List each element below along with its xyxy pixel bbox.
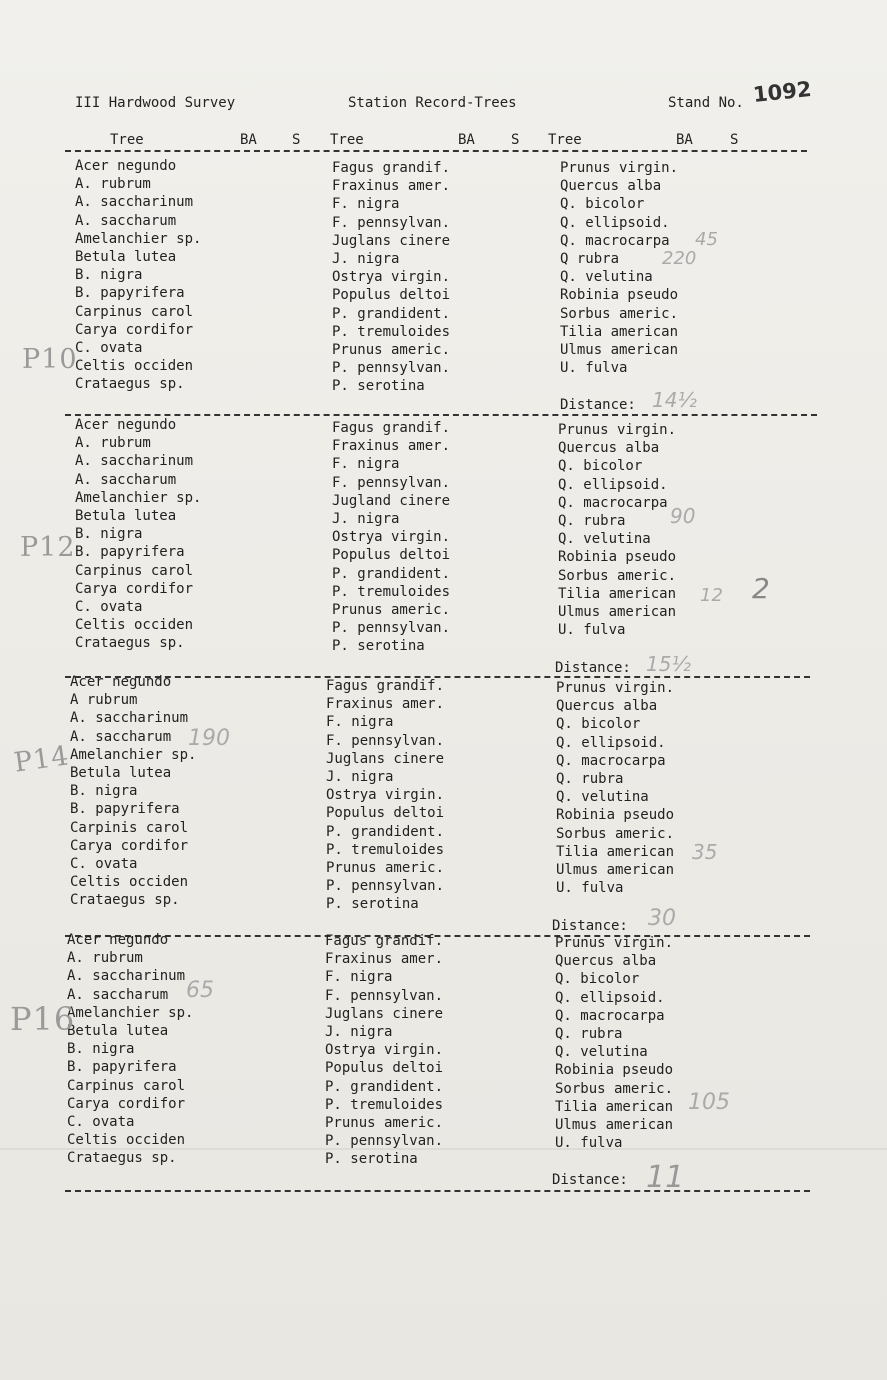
tree-entry: Q. velutina	[555, 1044, 648, 1061]
tree-entry: Ostrya virgin.	[325, 1042, 444, 1059]
tree-entry: B. papyrifera	[67, 1059, 177, 1076]
tree-entry: A rubrum	[70, 692, 138, 709]
tree-entry: Q. macrocarpa	[558, 494, 668, 511]
tree-entry: Q. bicolor	[558, 458, 643, 475]
distance-value: 14½	[652, 388, 697, 412]
tree-entry: Betula lutea	[70, 764, 172, 781]
tree-entry: Fraxinus amer.	[325, 951, 444, 968]
tree-entry: P. grandident.	[332, 565, 451, 582]
tree-entry: P. grandident.	[326, 823, 445, 840]
tree-entry: Tilia american	[558, 585, 677, 602]
tree-entry: P. pennsylvan.	[332, 360, 451, 377]
tree-entry: Tilia american	[560, 323, 679, 340]
distance-label: Distance:	[552, 918, 628, 934]
tree-entry: Q. macrocarpa	[555, 1007, 665, 1024]
tree-entry: F. nigra	[326, 714, 394, 731]
tree-entry: Ostrya virgin.	[332, 529, 451, 546]
tree-entry: J. nigra	[326, 768, 394, 785]
block-3-middle-column	[326, 677, 444, 913]
tree-entry: C. ovata	[70, 855, 138, 872]
tree-entry: A. rubrum	[67, 950, 143, 967]
tree-entry: Acer negundo	[75, 417, 177, 433]
tree-entry: Prunus americ.	[332, 601, 451, 618]
tree-entry: A. saccharum	[75, 212, 177, 229]
tree-entry: Quercus alba	[558, 440, 660, 457]
col-header-tree-3: Tree	[548, 132, 582, 148]
tree-entry: Populus deltoi	[332, 547, 451, 564]
handwritten-note: 12	[700, 585, 723, 606]
handwritten-note: 35	[692, 840, 718, 864]
tree-entry: P. serotina	[332, 378, 425, 395]
plot-number-p12: P12	[20, 532, 76, 563]
tree-entry: Celtis occiden	[75, 617, 194, 634]
tree-entry: Q. macrocarpa	[560, 232, 670, 249]
plot-number-p10: P10	[22, 344, 78, 375]
col-header-s-2: S	[511, 132, 520, 148]
header-rule	[65, 150, 807, 152]
handwritten-note: 190	[188, 726, 230, 751]
tree-entry: Q. velutina	[560, 269, 653, 286]
tree-entry: B. papyrifera	[75, 285, 185, 302]
tree-entry: Fraxinus amer.	[332, 438, 451, 455]
handwritten-note: 45	[695, 229, 718, 250]
distance-value: 11	[646, 1160, 685, 1195]
tree-entry: Acer negundo	[67, 932, 169, 948]
tree-entry: P. pennsylvan.	[326, 878, 445, 895]
tree-entry: Carpinus carol	[75, 562, 194, 579]
handwritten-note: 105	[688, 1090, 730, 1115]
tree-entry: Q. rubra	[556, 770, 624, 787]
tree-entry: Q. rubra	[555, 1025, 623, 1042]
block-2-left-column	[75, 416, 201, 652]
tree-entry: Tilia american	[556, 843, 675, 860]
handwritten-note: 90	[670, 504, 696, 528]
tree-entry: A. rubrum	[75, 435, 151, 452]
tree-entry: Quercus alba	[560, 178, 662, 195]
tree-entry: F. nigra	[332, 456, 400, 473]
tree-entry: Prunus virgin.	[558, 422, 677, 438]
tree-entry: Carpinis carol	[70, 819, 189, 836]
block-2-right-column	[558, 421, 676, 639]
tree-entry: Fagus grandif.	[332, 420, 451, 436]
tree-entry: Ulmus american	[555, 1116, 674, 1133]
tree-entry: F. nigra	[332, 196, 400, 213]
tree-entry: Q. ellipsoid.	[560, 214, 670, 231]
tree-entry: A. saccharum	[75, 471, 177, 488]
tree-entry: F. pennsylvan.	[332, 214, 451, 231]
tree-entry: B. nigra	[75, 267, 143, 284]
tree-entry: Crataegus sp.	[75, 376, 185, 393]
tree-entry: P. tremuloides	[332, 323, 451, 340]
tree-entry: Amelanchier sp.	[70, 746, 197, 763]
handwritten-note: 65	[186, 978, 214, 1003]
tree-entry: U. fulva	[560, 360, 628, 377]
tree-entry: Carya cordifor	[75, 580, 194, 597]
tree-entry: Fraxinus amer.	[326, 696, 445, 713]
col-header-ba-1: BA	[240, 132, 257, 148]
tree-entry: Ostrya virgin.	[332, 269, 451, 286]
tree-entry: A. saccharum	[70, 728, 172, 745]
tree-entry: Prunus americ.	[332, 341, 451, 358]
tree-entry: Sorbus americ.	[560, 305, 679, 322]
tree-entry: Robinia pseudo	[558, 549, 677, 566]
tree-entry: Fraxinus amer.	[332, 178, 451, 195]
tree-entry: Fagus grandif.	[326, 678, 445, 694]
block-2-middle-column	[332, 419, 450, 655]
tree-entry: Carpinus carol	[75, 303, 194, 320]
tree-entry: P. pennsylvan.	[325, 1133, 444, 1150]
stand-number: 1092	[751, 77, 813, 107]
tree-entry: F. nigra	[325, 969, 393, 986]
tree-entry: Ulmus american	[560, 341, 679, 358]
tree-entry: U. fulva	[556, 880, 624, 897]
tree-entry: Betula lutea	[75, 507, 177, 524]
distance-label: Distance:	[560, 397, 636, 413]
tree-entry: A. saccharinum	[67, 968, 186, 985]
tree-entry: Prunus virgin.	[556, 680, 675, 696]
block-1-middle-column	[332, 159, 450, 395]
tree-entry: Amelanchier sp.	[75, 230, 202, 247]
tree-entry: F. pennsylvan.	[326, 732, 445, 749]
tree-entry: Prunus virgin.	[555, 935, 674, 951]
tree-entry: C. ovata	[75, 598, 143, 615]
tree-entry: B. papyrifera	[75, 544, 185, 561]
tree-entry: Q rubra	[560, 250, 620, 267]
block-4-middle-column	[325, 932, 443, 1168]
tree-entry: Acer negundo	[75, 158, 177, 174]
block-3-left-column	[70, 673, 196, 909]
tree-entry: Ulmus american	[556, 861, 675, 878]
tree-entry: Juglans cinere	[326, 750, 445, 767]
tree-entry: Ulmus american	[558, 603, 677, 620]
tree-entry: Prunus virgin.	[560, 160, 679, 176]
block-4-separator	[65, 1190, 810, 1192]
block-4-left-column	[67, 931, 193, 1167]
tree-entry: P. serotina	[325, 1151, 418, 1168]
col-header-ba-3: BA	[676, 132, 693, 148]
tree-entry: Robinia pseudo	[560, 287, 679, 304]
tree-entry: Fagus grandif.	[332, 160, 451, 176]
tree-entry: U. fulva	[558, 622, 626, 639]
tree-entry: P. grandident.	[332, 305, 451, 322]
tree-entry: Juglans cinere	[325, 1005, 444, 1022]
tree-entry: C. ovata	[67, 1113, 135, 1130]
tree-entry: F. pennsylvan.	[325, 987, 444, 1004]
tree-entry: P. tremuloides	[325, 1096, 444, 1113]
distance-value: 15½	[646, 652, 691, 676]
tree-entry: Carya cordifor	[75, 321, 194, 338]
tree-entry: Tilia american	[555, 1098, 674, 1115]
col-header-s-1: S	[292, 132, 301, 148]
tree-entry: Q. ellipsoid.	[556, 734, 666, 751]
tree-entry: B. nigra	[67, 1041, 135, 1058]
tree-entry: Betula lutea	[67, 1022, 169, 1039]
tree-entry: Prunus americ.	[326, 859, 445, 876]
tree-entry: Q. ellipsoid.	[555, 989, 665, 1006]
tree-entry: C. ovata	[75, 339, 143, 356]
tree-entry: B. nigra	[70, 783, 138, 800]
tree-entry: Juglans cinere	[332, 232, 451, 249]
tree-entry: Carya cordifor	[70, 837, 189, 854]
col-header-tree-2: Tree	[330, 132, 364, 148]
tree-entry: Jugland cinere	[332, 492, 451, 509]
tree-entry: B. nigra	[75, 526, 143, 543]
tree-entry: Ostrya virgin.	[326, 787, 445, 804]
tree-entry: Prunus americ.	[325, 1114, 444, 1131]
tree-entry: Populus deltoi	[325, 1060, 444, 1077]
tree-entry: A. saccharinum	[70, 710, 189, 727]
col-header-s-3: S	[730, 132, 739, 148]
tree-entry: Q. ellipsoid.	[558, 476, 668, 493]
tree-entry: J. nigra	[332, 510, 400, 527]
tree-entry: Crataegus sp.	[75, 635, 185, 652]
stand-label: Stand No.	[668, 95, 744, 111]
block-4-right-column	[555, 934, 673, 1152]
tree-entry: B. papyrifera	[70, 801, 180, 818]
tree-entry: Celtis occiden	[75, 358, 194, 375]
tree-entry: J. nigra	[325, 1023, 393, 1040]
tree-entry: Quercus alba	[555, 953, 657, 970]
plot-number-p14: P14	[12, 740, 72, 779]
tree-entry: Sorbus americ.	[555, 1080, 674, 1097]
handwritten-note: 2	[752, 572, 770, 605]
tree-entry: Acer negundo	[70, 674, 172, 690]
tree-entry: Q. bicolor	[555, 971, 640, 988]
survey-title: III Hardwood Survey	[75, 95, 236, 111]
tree-entry: Carya cordifor	[67, 1095, 186, 1112]
col-header-tree-1: Tree	[110, 132, 144, 148]
tree-entry: P. tremuloides	[326, 841, 445, 858]
tree-entry: Robinia pseudo	[555, 1062, 674, 1079]
tree-entry: P. serotina	[332, 638, 425, 655]
tree-entry: Fagus grandif.	[325, 933, 444, 949]
tree-entry: Q. macrocarpa	[556, 752, 666, 769]
tree-entry: Populus deltoi	[326, 805, 445, 822]
plot-number-p16: P16	[10, 1000, 76, 1038]
tree-entry: Celtis occiden	[70, 874, 189, 891]
tree-entry: P. serotina	[326, 896, 419, 913]
tree-entry: Amelanchier sp.	[67, 1004, 194, 1021]
distance-label: Distance:	[555, 660, 631, 676]
block-1-left-column	[75, 157, 201, 393]
tree-entry: Amelanchier sp.	[75, 489, 202, 506]
tree-entry: A. saccharinum	[75, 453, 194, 470]
tree-entry: Robinia pseudo	[556, 807, 675, 824]
distance-label: Distance:	[552, 1172, 628, 1188]
tree-entry: J. nigra	[332, 250, 400, 267]
tree-entry: U. fulva	[555, 1135, 623, 1152]
tree-entry: P. grandident.	[325, 1078, 444, 1095]
tree-entry: Betula lutea	[75, 248, 177, 265]
handwritten-note: 220	[662, 248, 697, 269]
tree-entry: Q. velutina	[558, 531, 651, 548]
tree-entry: Crataegus sp.	[70, 892, 180, 909]
record-title: Station Record-Trees	[348, 95, 517, 111]
block-1-right-column	[560, 159, 678, 377]
tree-entry: Q. bicolor	[560, 196, 645, 213]
distance-value: 30	[648, 906, 676, 931]
tree-entry: Quercus alba	[556, 698, 658, 715]
tree-entry: A. saccharinum	[75, 194, 194, 211]
tree-entry: Sorbus americ.	[556, 825, 675, 842]
tree-entry: P. tremuloides	[332, 583, 451, 600]
tree-entry: Celtis occiden	[67, 1132, 186, 1149]
col-header-ba-2: BA	[458, 132, 475, 148]
tree-entry: F. pennsylvan.	[332, 474, 451, 491]
tree-entry: Sorbus americ.	[558, 567, 677, 584]
tree-entry: A. rubrum	[75, 176, 151, 193]
tree-entry: Q. velutina	[556, 789, 649, 806]
block-3-right-column	[556, 679, 674, 897]
tree-entry: Crataegus sp.	[67, 1150, 177, 1167]
tree-entry: Carpinus carol	[67, 1077, 186, 1094]
tree-entry: A. saccharum	[67, 986, 169, 1003]
tree-entry: Q. rubra	[558, 512, 626, 529]
tree-entry: Q. bicolor	[556, 716, 641, 733]
tree-entry: P. pennsylvan.	[332, 620, 451, 637]
tree-entry: Populus deltoi	[332, 287, 451, 304]
